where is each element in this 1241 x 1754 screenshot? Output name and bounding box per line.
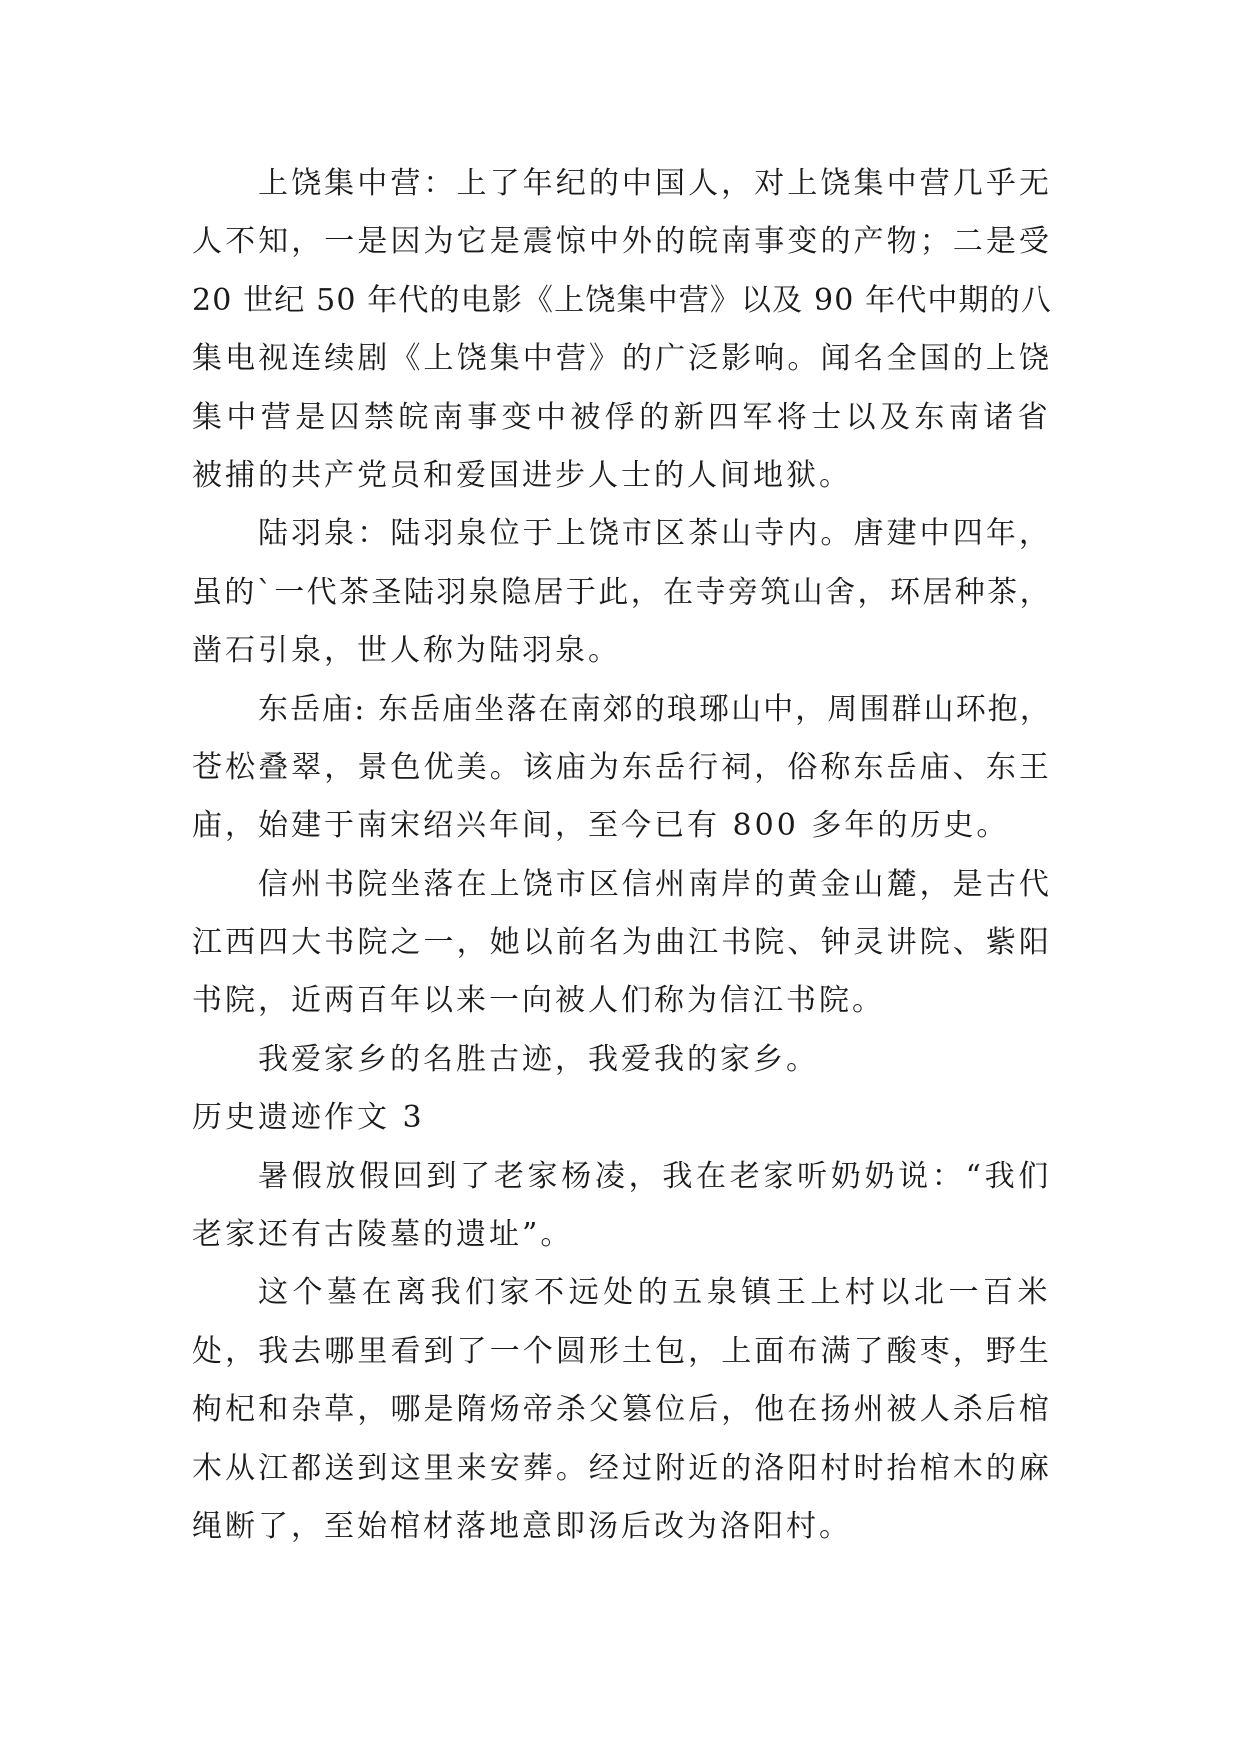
paragraph-line: 江西四大书院之一，她以前名为曲江书院、钟灵讲院、紫阳 [192,925,1053,961]
paragraph-line: 我爱家乡的名胜古迹，我爱我的家乡。 [258,1041,819,1077]
paragraph-line: 人不知，一是因为它是震惊中外的皖南事变的产物；二是受 [192,224,1053,260]
paragraph-line: 虽的`一代茶圣陆羽泉隐居于此，在寺旁筑山舍，环居种茶， [192,574,1052,610]
paragraph-line: 枸杞和杂草，哪是隋炀帝杀父篡位后，他在扬州被人杀后棺 [192,1392,1053,1428]
paragraph-line: 陆羽泉：陆羽泉位于上饶市区茶山寺内。唐建中四年， [258,516,1052,552]
paragraph-line: 20 世纪 50 年代的电影《上饶集中营》以及 90 年代中期的八 [192,282,1052,318]
paragraph-conclusion [192,1031,1052,1089]
paragraph-line: 被捕的共产党员和爱国进步人士的人间地狱。 [192,457,852,493]
paragraph-line: 信州书院坐落在上饶市区信州南岸的黄金山麓，是古代 [258,866,1052,902]
document-body [192,155,1052,1556]
paragraph-shangrao-camp [192,155,1052,505]
paragraph-line: 这个墓在离我们家不远处的五泉镇王上村以北一百米 [258,1275,1053,1311]
paragraph-line: 木从江都送到这里来安葬。经过附近的洛阳村时抬棺木的麻 [192,1450,1053,1486]
paragraph-line: 老家还有古陵墓的遗址”。 [192,1217,574,1253]
paragraph-line: 集中营是囚禁皖南事变中被俘的新四军将士以及东南诸省 [192,399,1052,435]
paragraph-luyu-spring [192,505,1052,680]
paragraph-line: 绳断了，至始棺材落地意即汤后改为洛阳村。 [192,1508,852,1544]
paragraph-line: 凿石引泉，世人称为陆羽泉。 [192,633,621,669]
paragraph-xinzhou-academy [192,856,1052,1031]
paragraph-line: 书院，近两百年以来一向被人们称为信江书院。 [192,983,885,1019]
section-heading: 历史遗迹作文 3 [192,1100,425,1136]
paragraph-line: 庙，始建于南宋绍兴年间，至今已有 800 多年的历史。 [192,808,1010,844]
paragraph-tomb [192,1264,1052,1556]
paragraph-summer-vacation [192,1148,1052,1265]
paragraph-line: 处，我去哪里看到了一个圆形土包，上面布满了酸枣，野生 [192,1333,1053,1369]
paragraph-line: 上饶集中营：上了年纪的中国人，对上饶集中营几乎无 [258,166,1052,201]
paragraph-line: 集电视连续剧《上饶集中营》的广泛影响。闻名全国的上饶 [192,341,1053,377]
paragraph-line: 东岳庙: 东岳庙坐落在南郊的琅琊山中，周围群山环抱， [258,691,1052,727]
paragraph-line: 暑假放假回到了老家杨凌，我在老家听奶奶说：“我们 [258,1158,1052,1194]
paragraph-dongyue-temple [192,681,1052,856]
paragraph-line: 苍松叠翠，景色优美。该庙为东岳行祠，俗称东岳庙、东王 [192,749,1053,785]
